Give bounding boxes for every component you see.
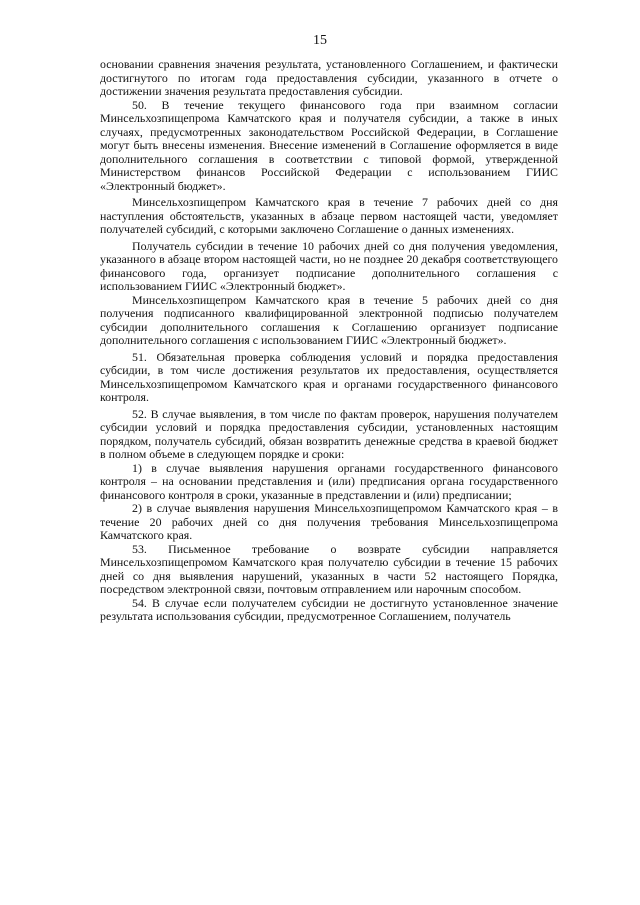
paragraph-52: 52. В случае выявления, в том числе по фактам проверок, нарушения получателем субсидии условий и порядка предоставления субсидии, установленных настоящим порядком, получатель субсидий, обязан возвратить денежные средства в краевой бюджет в полном объеме в следующем порядке и сроки: xyxy=(100,406,558,461)
paragraph-53: 53. Письменное требование о возврате субсидии направляется Минсельхозпищепромом Камчатского края получателю субсидии в течение 15 рабочих дней со дня выявления нарушений, указанных в части 52 настоящего Порядка, посредством электронной связи, почтовым отправлением или нарочным способом. xyxy=(100,541,558,596)
paragraph-52-item-2: 2) в случае выявления нарушения Минсельхозпищепромом Камчатского края – в течение 20 рабочих дней со дня получения требования Минсельхозпищепрома Камчатского края. xyxy=(100,501,558,542)
paragraph-continuation: основании сравнения значения результата, установленного Соглашением, и фактически достигнутого по итогам года предоставления субсидии, указанного в отчете о достижении значения результата предоставления субсидии. xyxy=(100,57,558,98)
paragraph-50-recipient: Получатель субсидии в течение 10 рабочих дней со дня получения уведомления, указанного в абзаце втором настоящей части, но не позднее 20 декабря соответствующего финансового года, организует подписание дополнительного соглашения с использованием ГИИС «Электронный бюджет». xyxy=(100,238,558,293)
paragraph-54: 54. В случае если получателем субсидии не достигнуто установленное значение результата использования субсидии, предусмотренное Соглашением, получатель xyxy=(100,595,558,623)
document-body xyxy=(100,58,558,624)
paragraph-50-notice: Минсельхозпищепром Камчатского края в течение 7 рабочих дней со дня наступления обстоятельств, указанных в абзаце первом настоящей части, уведомляет получателей субсидий, с которыми заключено Соглашение о данных изменениях. xyxy=(100,195,558,236)
paragraph-50: 50. В течение текущего финансового года при взаимном согласии Минсельхозпищепрома Камчатского края и получателя субсидии, а также в иных случаях, предусмотренных законодательством Российской Федерации, в Соглашение могут быть внесены изменения. Внесение изменений в Соглашение оформляется в виде дополнительного соглашения в соответствии с типовой формой, утвержденной Министерством финансов Российской Федерации с использованием ГИИС «Электронный бюджет». xyxy=(100,97,558,193)
paragraph-52-item-1: 1) в случае выявления нарушения органами государственного финансового контроля – на основании представления и (или) предписания органа государственного финансового контроля в сроки, указанные в представлении и (или) предписании; xyxy=(100,460,558,502)
paragraph-51: 51. Обязательная проверка соблюдения условий и порядка предоставления субсидии, в том числе достижения результатов их предоставления, осуществляется Минсельхозпищепромом Камчатского края и органами государственного финансового контроля. xyxy=(100,349,558,404)
page-number: 15 xyxy=(313,33,327,48)
paragraph-50-signing: Минсельхозпищепром Камчатского края в течение 5 рабочих дней со дня получения подписанного квалифицированной электронной подписью получателем субсидии дополнительного соглашения к Соглашению организует подписание дополнительного соглашения с использованием ГИИС «Электронный бюджет». xyxy=(100,292,558,347)
